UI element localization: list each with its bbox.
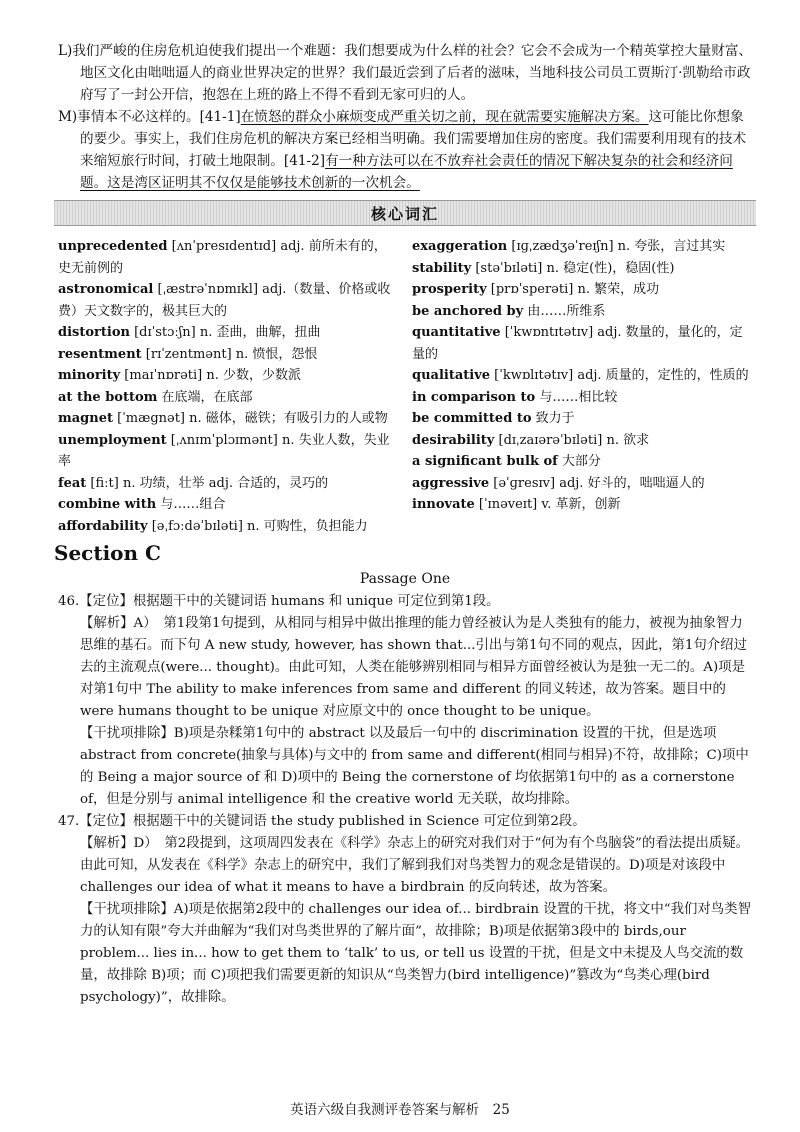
paragraph-m-middle: 这可能比你想象的要少。事实上，我们住房危机的解决方案已经相当明确。我们需要增加住房的密度。我们需要利用现有的技术来缩短旅行时间，打破土地限制。[41-2] bbox=[80, 109, 747, 169]
vocab-entry: desirability [dɪˌzaɪərəˈbɪləti] n. 欲求 bbox=[412, 432, 650, 448]
paragraph-m bbox=[58, 106, 752, 194]
vocab-entry: aggressive [əˈɡresɪv] adj. 好斗的，咄咄逼人的 bbox=[412, 475, 705, 491]
vocab-entry: be anchored by 由……所维系 bbox=[412, 303, 606, 319]
question-47 bbox=[58, 811, 752, 1009]
vocab-entry: affordability [əˌfɔːdəˈbɪləti] n. 可购性，负担能力 bbox=[58, 518, 368, 534]
q46-distractors: 【干扰项排除】B)项是杂糅第1句中的 abstract 以及最后一句中的 discrimination 设置的干扰，但是选项 abstract from concrete(抽象与具体)与文中的 from same and different(相同与相异)不符，故排除；C)项中的 Being a major source of 和 D)项中的 Being the cornerstone of 均依据第1句中的 as a cornerstone of，但是分别与 animal intelligence 和 the creative world 无关联，故均排除。 bbox=[80, 726, 749, 807]
page-footer: 英语六级自我测评卷答案与解析 25 bbox=[290, 1102, 510, 1118]
vocab-entry: combine with 与……组合 bbox=[58, 497, 226, 512]
q46-locate: 46.【定位】根据题干中的关键词语 humans 和 unique 可定位到第1段。 bbox=[58, 594, 500, 609]
vocab-entry: feat [fiːt] n. 功绩，壮举 adj. 合适的，灵巧的 bbox=[58, 475, 329, 491]
vocab-entry: innovate [ˈɪnəveɪt] v. 革新，创新 bbox=[412, 497, 621, 512]
paragraph-l: L)我们严峻的住房危机迫使我们提出一个难题：我们想要成为什么样的社会？它会不会成为一个精英掌控大量财富、地区文化由咄咄逼人的商业世界决定的世界？我们最近尝到了后者的滋味，当地科技公司员工贾斯汀·凯勒给市政府写了一封公开信，抱怨在上班的路上不得不看到无家可归的人。 bbox=[58, 43, 753, 103]
q47-locate: 47.【定位】根据题干中的关键词语 the study published in Science 可定位到第2段。 bbox=[58, 814, 586, 829]
vocab-entry: unprecedented [ʌnˈpresɪdentɪd] adj. 前所未有的，史无前例的 bbox=[58, 239, 387, 276]
vocab-entry: distortion [dɪˈstɔːʃn] n. 歪曲，曲解，扭曲 bbox=[58, 325, 321, 340]
vocab-entry: qualitative [ˈkwɒlɪtətɪv] adj. 质量的，定性的，性质的 bbox=[412, 368, 749, 383]
q47-distractors: 【干扰项排除】A)项是依据第2段中的 challenges our idea of... birdbrain 设置的干扰，将文中“我们对鸟类智力的认知有限”夸大并曲解为“我们对鸟类世界的了解片面”，故排除；B)项是依据第3段中的 birds,our problem... lies in... how to get them to ‘talk’ to us, or tell us 设置的干扰，但是文中未提及人鸟交流的数量，故排除 B)项；而 C)项把我们需要更新的知识从“鸟类智力(bird intelligence)”篡改为“鸟类心理(bird psychology)”，故排除。 bbox=[80, 902, 751, 1005]
vocab-entry: prosperity [prɒˈsperəti] n. 繁荣，成功 bbox=[412, 282, 660, 297]
vocab-entry: minority [maɪˈnɒrəti] n. 少数，少数派 bbox=[58, 368, 302, 383]
vocab-entry: be committed to 致力于 bbox=[412, 411, 575, 426]
vocab-entry: quantitative [ˈkwɒntɪtətɪv] adj. 数量的，量化的，定量的 bbox=[412, 325, 743, 362]
vocab-entry: at the bottom 在底端，在底部 bbox=[58, 389, 253, 405]
vocab-column-right bbox=[412, 236, 752, 537]
passage-title: Passage One bbox=[359, 571, 451, 587]
vocab-entry: a significant bulk of 大部分 bbox=[412, 454, 601, 469]
vocab-entry: astronomical [ˌæstrəˈnɒmɪkl] adj.（数量、价格或收费）天文数字的，极其巨大的 bbox=[58, 282, 391, 319]
vocab-column-left bbox=[58, 236, 398, 537]
section-title: Section C bbox=[54, 541, 161, 565]
vocab-entry: unemployment [ˌʌnɪmˈplɔɪmənt] n. 失业人数，失业率 bbox=[58, 432, 390, 469]
vocab-entry: resentment [rɪˈzentmənt] n. 愤恨，怨恨 bbox=[58, 346, 318, 362]
vocab-entry: stability [stəˈbɪləti] n. 稳定(性)，稳固(性) bbox=[412, 260, 675, 276]
vocab-entry: in comparison to 与……相比较 bbox=[412, 389, 618, 405]
q46-analysis: 【解析】A） 第1段第1句提到，从相同与相异中做出推理的能力曾经被认为是人类独有的能力，被视为抽象智力思维的基石。而下句 A new study, however, has shown that...引出与第1句不同的观点，因此，第1句介绍过去的主流观点(were... thought)。由此可知，人类在能够辨别相同与相异方面曾经被认为是独一无二的。A)项是对第1句中 The ability to make inferences from same and different 的同义转述，故为答案。题目中的 were humans thought to be unique 对应原文中的 once thought to be unique。 bbox=[80, 616, 747, 719]
vocab-banner-title: 核心词汇 bbox=[370, 204, 439, 223]
question-46 bbox=[58, 591, 752, 811]
vocab-list bbox=[58, 236, 752, 537]
vocab-banner bbox=[54, 200, 756, 226]
marker-41-1: M)事情本不必这样的。[41-1] bbox=[58, 109, 241, 125]
passage-excerpt bbox=[58, 40, 752, 194]
vocab-entry: magnet [ˈmægnət] n. 磁体，磁铁；有吸引力的人或物 bbox=[58, 411, 388, 426]
vocab-entry: exaggeration [ɪɡˌzædʒəˈreɪʃn] n. 夸张，言过其实 bbox=[412, 239, 726, 254]
q47-analysis: 【解析】D） 第2段提到，这项周四发表在《科学》杂志上的研究对我们对于“何为有个鸟脑袋”的看法提出质疑。由此可知，从发表在《科学》杂志上的研究中，我们了解到我们对鸟类智力的观念是错误的。D)项是对该段中 challenges our idea of what it means to have a birdbrain 的反向转述，故为答案。 bbox=[80, 836, 749, 895]
underlined-sentence-2: 有一种方法可以在不放弃社会责任的情况下解决复杂的社会和经济问题。这是湾区证明其不仅仅是能够技术创新的一次机会。 bbox=[80, 153, 733, 191]
underlined-sentence-1: 在愤怒的群众小麻烦变成严重关切之前，现在就需要实施解决方案。 bbox=[240, 109, 649, 125]
